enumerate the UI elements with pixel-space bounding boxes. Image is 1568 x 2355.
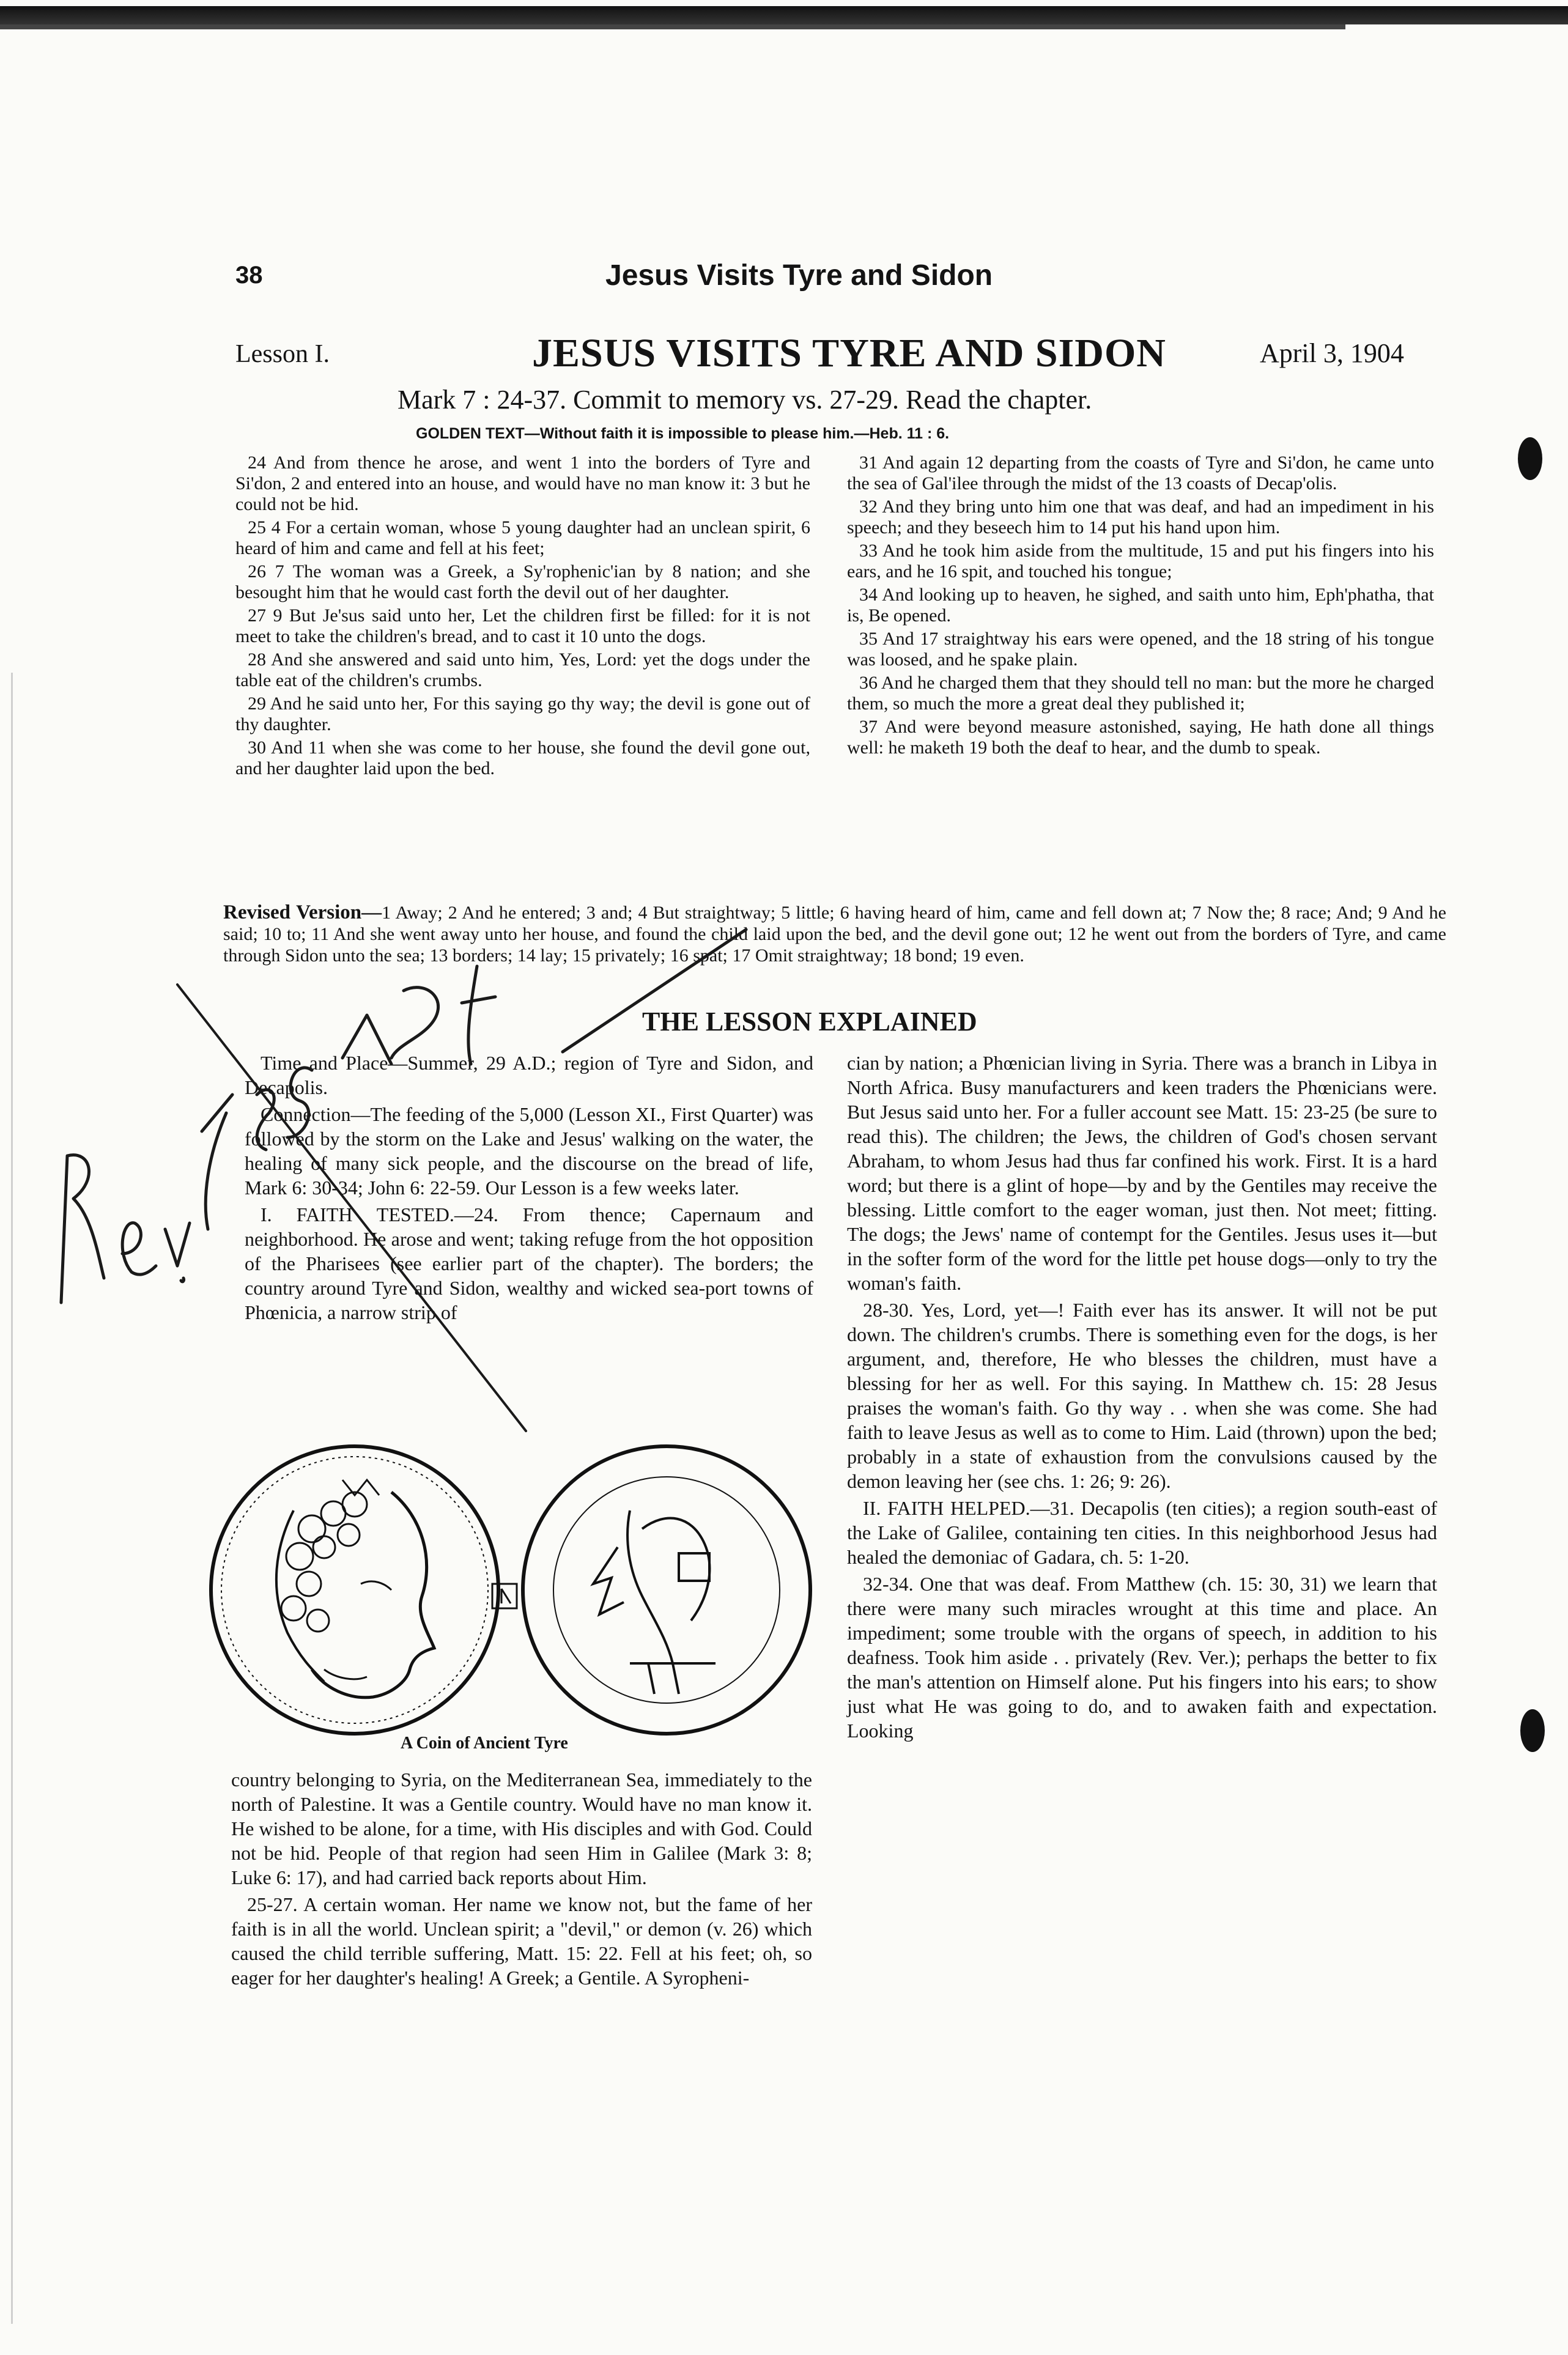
explanation-paragraph: 28-30. Yes, Lord, yet—! Faith ever has its answer. It will not be put down. The children's crumbs. There is something even for the dogs, is her argument, and, therefore, He who blesses the children, must have a blessing for her as well. For this saying. In Matthew ch. 15: 28 Jesus praises the woman's faith. Go thy way . . when she was come. She had faith to leave Jesus as well as to come to Him. Laid (thrown) upon the bed; probably in a state of exhaustion from the convulsions caused by the demon leaving her (see chs. 1: 26; 9: 26). xyxy=(847,1299,1437,1492)
coin-illustration xyxy=(202,1437,813,1749)
explained-left-column xyxy=(245,1051,813,1327)
verse: 28 And she answered and said unto him, Yes, Lord: yet the dogs under the table eat of the children's crumbs. xyxy=(235,649,810,690)
verse: 34 And looking up to heaven, he sighed, and saith unto him, Eph'phatha, that is, Be opened. xyxy=(847,585,1434,626)
coin-of-tyre-image xyxy=(202,1437,813,1749)
coin-caption: A Coin of Ancient Tyre xyxy=(401,1734,568,1753)
lesson-explained-heading: THE LESSON EXPLAINED xyxy=(642,1007,977,1037)
explained-right-column xyxy=(847,1051,1437,1745)
explanation-paragraph: 32-34. One that was deaf. From Matthew (ch. 15: 30, 31) we learn that there were many such miracles wrought at this time and place. An impediment; some trouble with the organs of speech, in addition to his deafness. Took him aside . . privately (Rev. Ver.); perhaps the better to fix the man's attention on Himself alone. Put his fingers into his ears; to show just what He was going to do, and to awaken faith and expectation. Looking xyxy=(847,1573,1437,1742)
lesson-date: April 3, 1904 xyxy=(1260,338,1404,368)
verses-right-column xyxy=(847,453,1434,761)
verses-left-column xyxy=(235,453,810,782)
explanation-paragraph: Connection—The feeding of the 5,000 (Lesson XI., First Quarter) was followed by the storm on the Lake and Jesus' walking on the water, the healing of many sick people, and the discourse on the bread of life, Mark 6: 30-34; John 6: 22-59. Our Lesson is a few weeks later. xyxy=(245,1103,813,1199)
verse: 24 And from thence he arose, and went 1 into the borders of Tyre and Si'don, 2 and entered into an house, and would have no man know it: 3 but he could not be hid. xyxy=(235,453,810,514)
verse: 29 And he said unto her, For this saying go thy way; the devil is gone out of thy daughter. xyxy=(235,693,810,734)
scan-edge-bar xyxy=(0,6,1568,24)
verse: 27 9 But Je'sus said unto her, Let the children first be filled: for it is not meet to take the children's bread, and to cast it 10 unto the dogs. xyxy=(235,605,810,646)
verse: 33 And he took him aside from the multitude, 15 and put his fingers into his ears, and he 16 spit, and touched his tongue; xyxy=(847,541,1434,582)
lesson-title: JESUS VISITS TYRE AND SIDON xyxy=(532,331,1166,375)
lesson-number: Lesson I. xyxy=(235,340,330,368)
revised-version-notes xyxy=(223,902,1446,966)
running-title: Jesus Visits Tyre and Sidon xyxy=(605,259,993,292)
verse: 25 4 For a certain woman, whose 5 young daughter had an unclean spirit, 6 heard of him and came and fell at his feet; xyxy=(235,517,810,558)
explained-left-column-continued xyxy=(231,1767,812,1992)
scripture-reference: Mark 7 : 24-37. Commit to memory vs. 27-29. Read the chapter. xyxy=(398,385,1092,415)
hole-punch-bottom xyxy=(1520,1709,1545,1752)
revised-version-text: 1 Away; 2 And he entered; 3 and; 4 But straightway; 5 little; 6 having heard of him, came and fell down at; 7 Now the; 8 race; And; 9 And he said; 10 to; 11 And she went away unto her house, and found the child laid upon the bed, and the devil gone out; 12 he went out from the borders of Tyre, and came through Sidon unto the sea; 13 borders; 14 lay; 15 privately; 16 spat; 17 Omit straightway; 18 bond; 19 even. xyxy=(223,903,1446,966)
page-number: 38 xyxy=(235,262,263,289)
hole-punch-top xyxy=(1518,437,1542,480)
verse: 26 7 The woman was a Greek, a Sy'rophenic'ian by 8 nation; and she besought him that he would cast forth the devil out of her daughter. xyxy=(235,561,810,602)
golden-text: GOLDEN TEXT—Without faith it is impossible to please him.—Heb. 11 : 6. xyxy=(416,425,950,442)
explanation-paragraph: Time and Place—Summer, 29 A.D.; region of Tyre and Sidon, and Decapolis. xyxy=(245,1052,813,1098)
verse: 30 And 11 when she was come to her house, she found the devil gone out, and her daughter laid upon the bed. xyxy=(235,738,810,778)
revised-version-label: Revised Version— xyxy=(223,901,382,923)
explanation-paragraph: cian by nation; a Phœnician living in Syria. There was a branch in Libya in North Africa. Busy manufacturers and keen traders the Phœnicians were. But Jesus said unto her. For a fuller account see Matt. 15: 23-25 (be sure to read this). The children; the Jews, the children of God's chosen servant Abraham, to whom Jesus had thus far confined his work. First. It is a hard word; but there is a glint of hope—by and by the Gentiles may receive the blessing. Little comfort to the eager woman, just then. Not meet; fitting. The dogs; the Jews' name of contempt for the Gentiles. Jesus uses it—but in the softer form of the word for the little pet house dogs—only to try the woman's faith. xyxy=(847,1052,1437,1294)
verse: 35 And 17 straightway his ears were opened, and the 18 string of his tongue was loosed, and he spake plain. xyxy=(847,629,1434,670)
explanation-paragraph: country belonging to Syria, on the Mediterranean Sea, immediately to the north of Palestine. It was a Gentile country. Would have no man know it. He wished to be alone, for a time, with His disciples and with God. Could not be hid. People of that region had seen Him in Galilee (Mark 3: 8; Luke 6: 17), and had carried back reports about Him. xyxy=(231,1769,812,1888)
verse: 31 And again 12 departing from the coasts of Tyre and Si'don, he came unto the sea of Gal'ilee through the midst of the 13 coasts of Decap'olis. xyxy=(847,453,1434,494)
explanation-paragraph: 25-27. A certain woman. Her name we know not, but the fame of her faith is in all the world. Unclean spirit; a "devil," or demon (v. 26) which caused the child terrible suffering, Matt. 15: 22. Fell at his feet; oh, so eager for her daughter's healing! A Greek; a Gentile. A Syropheni- xyxy=(231,1893,812,1989)
explanation-paragraph: I. FAITH TESTED.—24. From thence; Capernaum and neighborhood. He arose and went; taking refuge from the hot opposition of the Pharisees (see earlier part of the chapter). The borders; the country around Tyre and Sidon, wealthy and wicked sea-port towns of Phœnicia, a narrow strip of xyxy=(245,1203,813,1323)
verse: 32 And they bring unto him one that was deaf, and had an impediment in his speech; and they beseech him to 14 put his hand upon him. xyxy=(847,497,1434,538)
verse: 36 And he charged them that they should tell no man: but the more he charged them, so much the more a great deal they published it; xyxy=(847,673,1434,714)
scan-edge-bar-lower xyxy=(0,24,1345,29)
binding-margin-line xyxy=(11,673,13,2324)
verse: 37 And were beyond measure astonished, saying, He hath done all things well: he maketh 19 both the deaf to hear, and the dumb to speak. xyxy=(847,717,1434,758)
explanation-paragraph: II. FAITH HELPED.—31. Decapolis (ten cities); a region south-east of the Lake of Galilee, containing ten cities. In this neighborhood Jesus had healed the demoniac of Gadara, ch. 5: 1-20. xyxy=(847,1497,1437,1568)
